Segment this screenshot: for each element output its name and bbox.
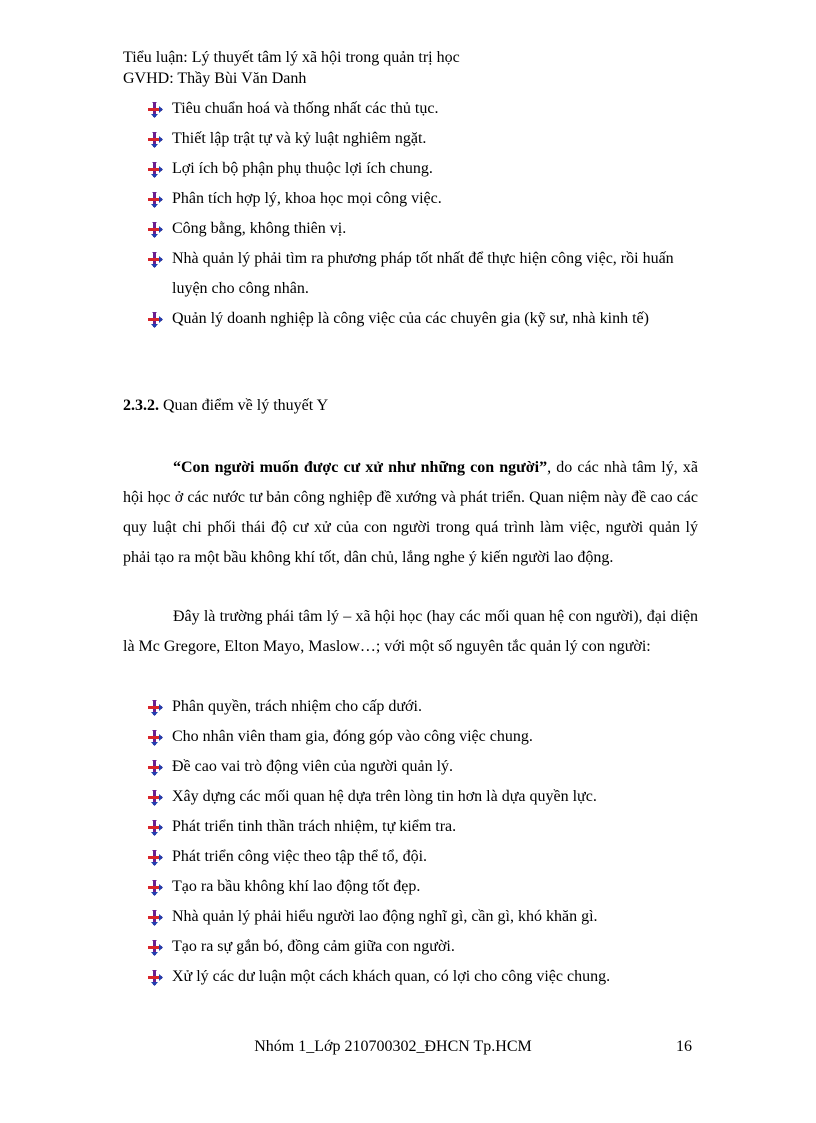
list-item <box>147 842 707 872</box>
list-item <box>147 124 707 154</box>
list-item <box>147 692 707 722</box>
arrow-bullet-icon <box>147 192 163 208</box>
arrow-bullet-icon <box>147 312 163 328</box>
list-item-text: Tạo ra sự gắn bó, đồng cảm giữa con người. <box>172 938 455 955</box>
list-item-text: Công bằng, không thiên vị. <box>172 220 347 237</box>
list-item <box>147 932 707 962</box>
list-item-text: Tạo ra bầu không khí lao động tốt đẹp. <box>172 878 421 895</box>
list-item <box>147 962 707 992</box>
arrow-bullet-icon <box>147 970 163 986</box>
paragraph-school <box>123 602 698 662</box>
arrow-bullet-icon <box>147 910 163 926</box>
section-title: Quan điểm về lý thuyết Y <box>163 397 329 414</box>
arrow-bullet-icon <box>147 760 163 776</box>
bullet-list-principles <box>147 94 707 334</box>
list-item <box>147 94 707 124</box>
list-item-text: Đề cao vai trò động viên của người quản lý. <box>172 758 454 775</box>
paragraph-text: Đây là trường phái tâm lý – xã hội học (hay các mối quan hệ con người), đại diện là Mc Gregore, Elton Mayo, Maslow…; với một số nguyên tắc quản lý con người: <box>123 608 698 655</box>
list-item <box>147 214 707 244</box>
section-number: 2.3.2. <box>123 397 159 414</box>
list-item-text: Cho nhân viên tham gia, đóng góp vào công việc chung. <box>172 728 533 745</box>
arrow-bullet-icon <box>147 730 163 746</box>
list-item-text: Tiêu chuẩn hoá và thống nhất các thủ tục. <box>172 100 439 117</box>
arrow-bullet-icon <box>147 940 163 956</box>
paragraph-text: , do các nhà tâm lý, xã hội học ở các nước tư bản công nghiệp đề xướng và phát triển. Quan niệm này đề cao các quy luật chi phối thái độ cư xử của con người trong quá trình làm việc, người quản lý phải tạo ra một bầu không khí tốt, dân chủ, lắng nghe ý kiến người lao động. <box>123 459 698 566</box>
arrow-bullet-icon <box>147 790 163 806</box>
list-item <box>147 184 707 214</box>
bullet-list-management-principles <box>147 692 707 992</box>
header-instructor: GVHD: Thầy Bùi Văn Danh <box>123 70 307 87</box>
list-item-text: Quản lý doanh nghiệp là công việc của các chuyên gia (kỹ sư, nhà kinh tế) <box>172 310 649 327</box>
arrow-bullet-icon <box>147 252 163 268</box>
list-item-text: Thiết lập trật tự và kỷ luật nghiêm ngặt. <box>172 130 427 147</box>
quote-text: “Con người muốn được cư xử như những con người” <box>173 459 548 476</box>
list-item <box>147 154 707 184</box>
list-item-text: Lợi ích bộ phận phụ thuộc lợi ích chung. <box>172 160 433 177</box>
arrow-bullet-icon <box>147 132 163 148</box>
list-item-text: Nhà quản lý phải tìm ra phương pháp tốt nhất để thực hiện công việc, rồi huấn luyện cho công nhân. <box>172 250 674 297</box>
list-item-text: Phân tích hợp lý, khoa học mọi công việc. <box>172 190 442 207</box>
list-item <box>147 812 707 842</box>
list-item <box>147 722 707 752</box>
arrow-bullet-icon <box>147 850 163 866</box>
section-heading <box>123 394 328 418</box>
page-header <box>123 47 460 89</box>
arrow-bullet-icon <box>147 102 163 118</box>
arrow-bullet-icon <box>147 820 163 836</box>
footer-text: Nhóm 1_Lớp 210700302_ĐHCN Tp.HCM <box>254 1038 532 1055</box>
list-item-text: Phát triển tinh thần trách nhiệm, tự kiểm tra. <box>172 818 457 835</box>
list-item <box>147 782 707 812</box>
list-item-text: Phân quyền, trách nhiệm cho cấp dưới. <box>172 698 422 715</box>
list-item-text: Xây dựng các mối quan hệ dựa trên lòng tin hơn là dựa quyền lực. <box>172 788 597 805</box>
list-item <box>147 304 707 334</box>
arrow-bullet-icon <box>147 880 163 896</box>
paragraph-theory-y <box>123 453 698 573</box>
arrow-bullet-icon <box>147 162 163 178</box>
arrow-bullet-icon <box>147 700 163 716</box>
list-item-text: Phát triển công việc theo tập thể tổ, đội. <box>172 848 428 865</box>
list-item <box>147 244 707 304</box>
list-item-text: Nhà quản lý phải hiểu người lao động nghĩ gì, cần gì, khó khăn gì. <box>172 908 598 925</box>
list-item <box>147 752 707 782</box>
page-number: 16 <box>676 1038 692 1055</box>
list-item-text: Xử lý các dư luận một cách khách quan, có lợi cho công việc chung. <box>172 968 611 985</box>
list-item <box>147 872 707 902</box>
list-item <box>147 902 707 932</box>
arrow-bullet-icon <box>147 222 163 238</box>
header-title: Tiểu luận: Lý thuyết tâm lý xã hội trong quản trị học <box>123 49 460 66</box>
